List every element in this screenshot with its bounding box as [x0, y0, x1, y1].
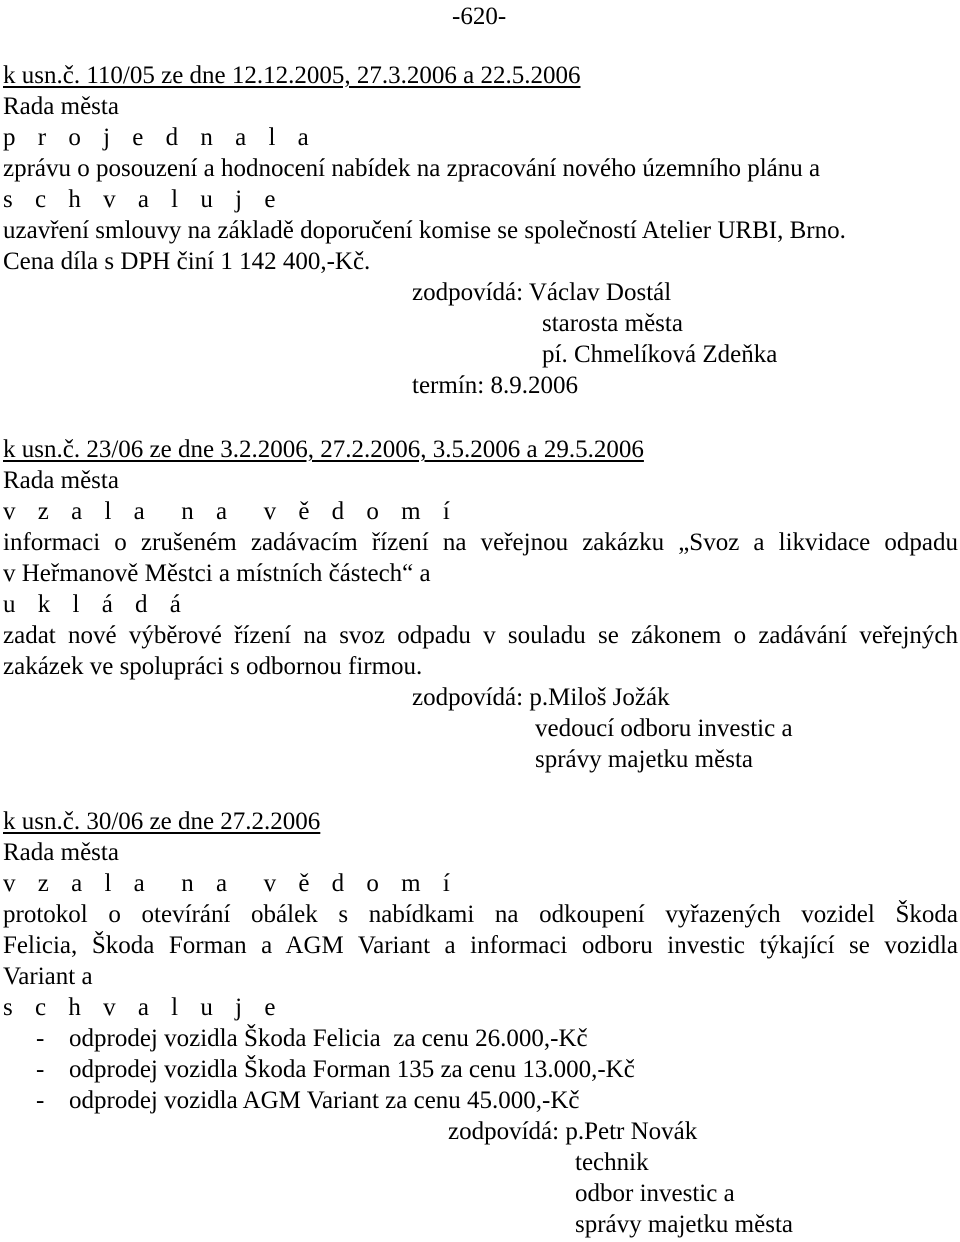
- list-bullet: -: [36, 1056, 45, 1083]
- resolution-text: Cena díla s DPH činí 1 142 400,-Kč.: [3, 248, 371, 275]
- list-item-text: odprodej vozidla Škoda Felicia za cenu 26.000,-Kč: [69, 1025, 588, 1052]
- action-verb: p r o j e d n a l a: [3, 124, 317, 151]
- resolution-section-2: [3, 434, 958, 775]
- action-verb: u k l á d á: [3, 591, 189, 618]
- list-bullet: -: [36, 1087, 45, 1114]
- resolution-text: informaci o zrušeném zadávacím řízení na veřejnou zakázku „Svoz a likvidace odpadu: [3, 529, 958, 556]
- page-number: -620-: [452, 3, 507, 30]
- resolution-text: protokol o otevírání obálek s nabídkami na odkoupení vyřazených vozidel Škoda: [3, 901, 958, 928]
- deadline: termín: 8.9.2006: [412, 372, 578, 399]
- responsible-role: správy majetku města: [575, 1211, 793, 1238]
- list-item: [3, 1054, 958, 1085]
- list-item-text: odprodej vozidla Škoda Forman 135 za cenu 13.000,-Kč: [69, 1056, 635, 1083]
- council-label: Rada města: [3, 839, 119, 866]
- resolution-text: zadat nové výběrové řízení na svoz odpadu v souladu se zákonem o zadávání veřejných: [3, 622, 958, 649]
- responsible-role: starosta města: [542, 310, 683, 337]
- resolution-reference: k usn.č. 30/06 ze dne 27.2.2006: [3, 808, 321, 835]
- responsible-person: zodpovídá: p.Miloš Jožák: [412, 684, 670, 711]
- resolution-text: zakázek ve spolupráci s odbornou firmou.: [3, 653, 423, 680]
- resolution-text: uzavření smlouvy na základě doporučení komise se společností Atelier URBI, Brno.: [3, 217, 846, 244]
- responsible-person: zodpovídá: Václav Dostál: [412, 279, 672, 306]
- resolution-reference: k usn.č. 23/06 ze dne 3.2.2006, 27.2.2006, 3.5.2006 a 29.5.2006: [3, 436, 644, 463]
- responsible-role: technik: [575, 1149, 649, 1176]
- list-item: [3, 1085, 958, 1116]
- resolution-text: zprávu o posouzení a hodnocení nabídek na zpracování nového územního plánu a: [3, 155, 821, 182]
- resolution-text: Variant a: [3, 963, 93, 990]
- responsible-role: odbor investic a: [575, 1180, 735, 1207]
- action-verb: s c h v a l u j e: [3, 186, 284, 213]
- resolution-text: Felicia, Škoda Forman a AGM Variant a informaci odboru investic týkající se vozidla: [3, 932, 958, 959]
- action-verb: s c h v a l u j e: [3, 994, 284, 1021]
- resolution-text: v Heřmanově Městci a místních částech“ a: [3, 560, 431, 587]
- list-bullet: -: [36, 1025, 45, 1052]
- action-verb: v z a l a n a v ě d o m í: [3, 498, 458, 525]
- council-label: Rada města: [3, 93, 119, 120]
- action-verb: v z a l a n a v ě d o m í: [3, 870, 458, 897]
- resolution-section-1: [3, 60, 958, 401]
- resolution-reference: k usn.č. 110/05 ze dne 12.12.2005, 27.3.2006 a 22.5.2006: [3, 62, 581, 89]
- responsible-person: pí. Chmelíková Zdeňka: [542, 341, 778, 368]
- responsible-role: správy majetku města: [535, 746, 753, 773]
- council-label: Rada města: [3, 467, 119, 494]
- list-item-text: odprodej vozidla AGM Variant za cenu 45.000,-Kč: [69, 1087, 580, 1114]
- list-item: [3, 1023, 958, 1054]
- resolution-section-3: [3, 806, 958, 1240]
- responsible-person: zodpovídá: p.Petr Novák: [448, 1118, 698, 1145]
- responsible-role: vedoucí odboru investic a: [535, 715, 793, 742]
